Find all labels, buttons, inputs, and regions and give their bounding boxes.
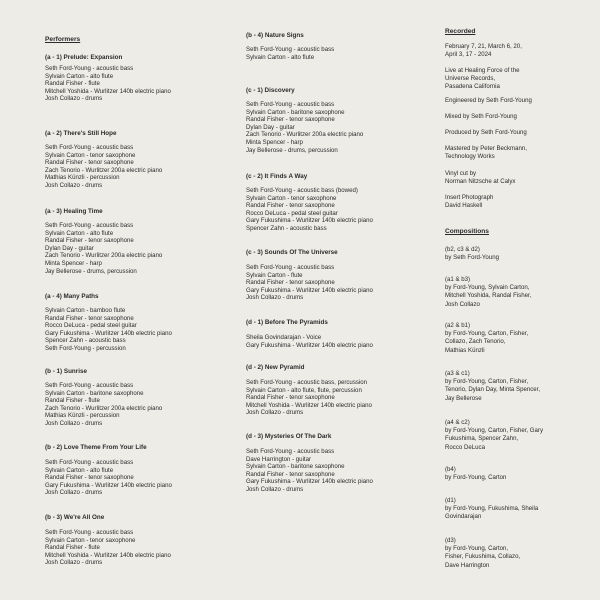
recording-dates xyxy=(445,43,522,59)
note-line: Technology Works xyxy=(445,153,495,161)
credit-line: Sylvain Carton - flute xyxy=(246,271,303,279)
composition-by: by Ford-Young, Sylvain Carton, xyxy=(445,284,530,292)
producer-credit xyxy=(445,129,527,137)
credit-line: Sylvain Carton - alto flute xyxy=(246,53,315,61)
composition-by: Fisher, Fukushima, Collazo, xyxy=(445,553,521,561)
composition-by: Rocco DeLuca xyxy=(445,443,485,451)
composition-by: by Ford-Young, Carton, Fisher, xyxy=(445,330,529,338)
track-credits xyxy=(45,222,162,275)
note-line: Insert Photograph xyxy=(445,194,494,201)
note-line: Pasadena California xyxy=(445,83,500,91)
track-credits xyxy=(45,382,162,428)
track-title: (c - 2) It Finds A Way xyxy=(246,173,308,180)
composition-by: Mathias Künzli xyxy=(445,346,485,354)
vinyl-cut-credit xyxy=(445,170,515,186)
composition-by: Dave Harrington xyxy=(445,561,490,569)
note-line: April 3, 17 - 2024 xyxy=(445,51,492,59)
track-title: (a - 3) Healing Time xyxy=(45,208,103,215)
engineer-credit xyxy=(445,97,532,105)
composition-by: Jay Bellerose xyxy=(445,394,482,402)
composition-by: by Ford-Young, Carton, xyxy=(445,545,509,553)
composition-by: Govindarajan xyxy=(445,513,482,521)
note-line: Engineered by Seth Ford-Young xyxy=(445,97,532,104)
track-title: (a - 1) Prelude: Expansion xyxy=(45,54,123,61)
composition-by: by Ford-Young, Fukushima, Sheila xyxy=(445,505,539,513)
note-line: Mixed by Seth Ford-Young xyxy=(445,113,517,120)
composition-by: Collazo, Zach Tenorio, xyxy=(445,338,506,346)
mastering-credit xyxy=(445,145,527,161)
note-line: Norman Nitzsche at Calyx xyxy=(445,178,516,186)
credit-line: Seth Ford-Young - acoustic bass xyxy=(246,448,335,455)
credit-line: Seth Ford-Young - acoustic bass xyxy=(246,264,335,271)
credit-line: Gary Fukushima - Wurlitzer 140b electric piano xyxy=(246,341,373,349)
credit-line: Randal Fisher - tenor saxophone xyxy=(45,237,134,245)
composition-by: Tenorio, Dylan Day, Minta Spencer, xyxy=(445,386,541,394)
credit-line: Spencer Zahn - acoustic bass xyxy=(45,337,126,345)
credit-line: Sylvain Carton - alto flute xyxy=(45,229,114,237)
credit-line: Seth Ford-Young - acoustic bass xyxy=(45,382,134,389)
credit-line: Seth Ford-Young - percussion xyxy=(45,344,126,352)
credit-line: Sylvain Carton - baritone saxophone xyxy=(246,463,345,471)
track-credits xyxy=(45,307,172,353)
note-line: Live at Healing Force of the xyxy=(445,67,520,74)
credit-line: Randal Fisher - tenor saxophone xyxy=(246,394,335,402)
credit-line: Mitchell Yoshida - Wurlitzer 140b electric piano xyxy=(246,401,372,409)
track-title: (c - 1) Discovery xyxy=(246,87,295,94)
composition-item xyxy=(445,246,499,262)
credit-line: Dylan Day - guitar xyxy=(45,244,94,252)
credit-line: Josh Collazo - drums xyxy=(246,294,304,302)
credit-line: Gary Fukushima - Wurlitzer 140b electric piano xyxy=(45,481,172,489)
credit-line: Sylvain Carton - baritone saxophone xyxy=(45,389,144,397)
track-title: (a - 2) There's Still Hope xyxy=(45,130,117,137)
track-title: (d - 2) New Pyramid xyxy=(246,364,305,371)
mix-credit xyxy=(445,113,517,121)
track-title: (a - 4) Many Paths xyxy=(45,293,99,300)
credit-line: Mathias Künzli - percussion xyxy=(45,412,120,420)
credit-line: Rocco DeLuca - pedal steel guitar xyxy=(45,322,137,330)
credit-line: Sheila Govindarajan - Voice xyxy=(246,334,322,341)
credit-line: Sylvain Carton - alto flute xyxy=(45,466,114,474)
composition-by: by Ford-Young, Carton, Fisher, xyxy=(445,378,529,386)
track-title: (b - 4) Nature Signs xyxy=(246,32,304,39)
credit-line: Dave Harrington - guitar xyxy=(246,455,312,463)
credit-line: Sylvain Carton - tenor saxophone xyxy=(45,151,136,159)
track-title: (d - 1) Before The Pyramids xyxy=(246,319,328,326)
credit-line: Jay Bellerose - drums, percussion xyxy=(246,146,338,154)
credit-line: Mitchell Yoshida - Wurlitzer 140b electric piano xyxy=(45,87,171,95)
note-line: David Haskell xyxy=(445,202,483,210)
composition-by: Mitchell Yoshida, Randal Fisher, xyxy=(445,292,532,300)
credit-line: Sylvain Carton - tenor saxophone xyxy=(246,194,337,202)
credit-line: Sylvain Carton - alto flute xyxy=(45,72,114,80)
credit-line: Seth Ford-Young - acoustic bass xyxy=(246,101,335,108)
composition-item xyxy=(445,322,528,355)
composition-by: by Ford-Young, Carton, Fisher, Gary xyxy=(445,427,543,435)
credit-line: Gary Fukushima - Wurlitzer 140b electric piano xyxy=(246,478,373,486)
composition-by: by Seth Ford-Young xyxy=(445,254,499,262)
composition-tracks: (a3 & c1) xyxy=(445,370,470,377)
track-credits xyxy=(45,529,171,567)
track-title: (b - 2) Love Theme From Your Life xyxy=(45,444,147,451)
credit-line: Sylvain Carton - tenor saxophone xyxy=(45,536,136,544)
credit-line: Minta Spencer - harp xyxy=(246,138,303,146)
composition-by: by Ford-Young, Carton xyxy=(445,474,507,482)
credit-line: Seth Ford-Young - acoustic bass xyxy=(45,65,134,72)
track-credits xyxy=(246,448,373,494)
performers-heading: Performers xyxy=(45,36,81,43)
credit-line: Seth Ford-Young - acoustic bass xyxy=(45,459,134,466)
credit-line: Randal Fisher - tenor saxophone xyxy=(246,279,335,287)
composition-tracks: (d1) xyxy=(445,497,456,504)
note-line: February 7, 21, March 6, 20, xyxy=(445,43,522,50)
composition-by: Josh Collazo xyxy=(445,300,480,308)
credit-line: Rocco DeLuca - pedal steel guitar xyxy=(246,209,338,217)
composition-item xyxy=(445,370,540,403)
track-credits xyxy=(246,101,363,154)
credit-line: Gary Fukushima - Wurlitzer 140b electric piano xyxy=(45,329,172,337)
credit-line: Sylvain Carton - alto flute, flute, percussion xyxy=(246,386,362,394)
composition-item xyxy=(445,276,531,309)
credit-line: Randal Fisher - tenor saxophone xyxy=(45,314,134,322)
composition-tracks: (a4 & c2) xyxy=(445,419,470,426)
track-title: (c - 3) Sounds Of The Universe xyxy=(246,249,338,256)
credit-line: Seth Ford-Young - acoustic bass xyxy=(45,144,134,151)
credit-line: Zach Tenorio - Wurlitzer 200a electric piano xyxy=(45,404,163,412)
track-credits xyxy=(246,46,334,61)
recording-location xyxy=(445,67,520,92)
credit-line: Dylan Day - guitar xyxy=(246,123,295,131)
note-line: Universe Records, xyxy=(445,75,496,83)
credit-line: Josh Collazo - drums xyxy=(246,485,304,493)
credit-line: Seth Ford-Young - acoustic bass (bowed) xyxy=(246,187,358,194)
track-credits xyxy=(45,65,171,103)
composition-by: Fukushima, Spencer Zahn, xyxy=(445,435,519,443)
credit-line: Zach Tenorio - Wurlitzer 200a electric piano xyxy=(45,252,163,260)
credit-line: Randal Fisher - tenor saxophone xyxy=(246,116,335,124)
recorded-heading: Recorded xyxy=(445,28,476,35)
credit-line: Josh Collazo - drums xyxy=(45,489,103,497)
track-credits xyxy=(45,144,162,190)
credit-line: Jay Bellerose - drums, percussion xyxy=(45,267,137,275)
credit-line: Seth Ford-Young - acoustic bass xyxy=(246,46,335,53)
track-title: (b - 3) We're All One xyxy=(45,514,105,521)
credit-line: Randal Fisher - flute xyxy=(45,544,100,552)
credit-line: Seth Ford-Young - acoustic bass xyxy=(45,529,134,536)
note-line: Vinyl cut by xyxy=(445,170,477,177)
track-title: (b - 1) Sunrise xyxy=(45,368,87,375)
credit-line: Mathias Künzli - percussion xyxy=(45,174,120,182)
track-credits xyxy=(246,264,373,302)
composition-item xyxy=(445,466,506,482)
credit-line: Spencer Zahn - acoustic bass xyxy=(246,224,327,232)
credit-line: Randal Fisher - tenor saxophone xyxy=(246,202,335,210)
composition-tracks: (b2, c3 & d2) xyxy=(445,246,480,253)
composition-tracks: (a2 & b1) xyxy=(445,322,471,329)
credit-line: Josh Collazo - drums xyxy=(45,181,103,189)
compositions-heading: Compositions xyxy=(445,228,489,235)
credit-line: Josh Collazo - drums xyxy=(45,419,103,427)
credit-line: Randal Fisher - flute xyxy=(45,80,100,88)
credit-line: Randal Fisher - tenor saxophone xyxy=(246,470,335,478)
composition-item xyxy=(445,419,543,452)
credit-line: Minta Spencer - harp xyxy=(45,259,102,267)
composition-item xyxy=(445,537,520,570)
composition-tracks: (a1 & b3) xyxy=(445,276,471,283)
credit-line: Josh Collazo - drums xyxy=(246,409,304,417)
track-credits xyxy=(246,187,373,233)
credit-line: Josh Collazo - drums xyxy=(45,559,103,567)
credit-line: Seth Ford-Young - acoustic bass xyxy=(45,222,134,229)
composition-item xyxy=(445,497,538,522)
credit-line: Zach Tenorio - Wurlitzer 200a electric piano xyxy=(246,131,364,139)
track-credits xyxy=(246,379,372,417)
credit-line: Seth Ford-Young - acoustic bass, percussion xyxy=(246,379,368,386)
composition-tracks: (d3) xyxy=(445,537,456,544)
credit-line: Randal Fisher - tenor saxophone xyxy=(45,474,134,482)
credit-line: Zach Tenorio - Wurlitzer 200a electric piano xyxy=(45,166,163,174)
credit-line: Josh Collazo - drums xyxy=(45,95,103,103)
credit-line: Mitchell Yoshida - Wurlitzer 140b electric piano xyxy=(45,551,171,559)
credit-line: Randal Fisher - flute xyxy=(45,397,100,405)
track-title: (d - 3) Mysteries Of The Dark xyxy=(246,433,332,440)
credit-line: Sylvain Carton - baritone saxophone xyxy=(246,108,345,116)
credit-line: Gary Fukushima - Wurlitzer 140b electric piano xyxy=(246,217,373,225)
credit-line: Gary Fukushima - Wurlitzer 140b electric piano xyxy=(246,286,373,294)
credit-line: Sylvain Carton - bamboo flute xyxy=(45,307,126,314)
track-credits xyxy=(45,459,172,497)
note-line: Produced by Seth Ford-Young xyxy=(445,129,527,136)
note-line: Mastered by Peter Beckmann, xyxy=(445,145,527,152)
credit-line: Randal Fisher - tenor saxophone xyxy=(45,159,134,167)
photo-credit xyxy=(445,194,493,210)
track-credits xyxy=(246,334,373,349)
composition-tracks: (b4) xyxy=(445,466,456,473)
